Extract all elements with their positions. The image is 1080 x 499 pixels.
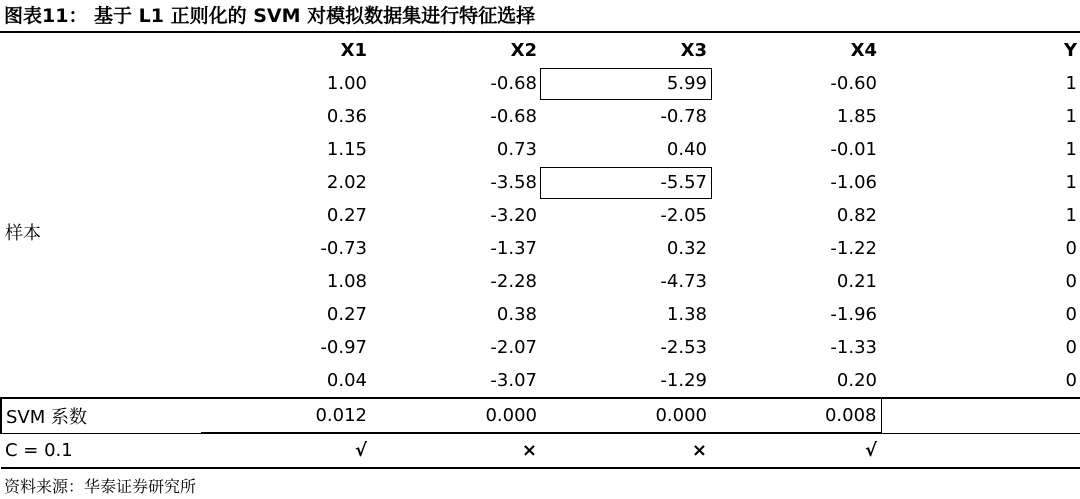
table-cell: 0.27 [326, 304, 367, 325]
svm-coef-x1: 0.012 [201, 398, 371, 433]
c-mark-x4: √ [711, 433, 881, 468]
table-cell: -2.53 [660, 337, 707, 358]
table-cell: 5.99 [666, 73, 707, 94]
table-cell: 1 [1065, 172, 1077, 193]
table-cell: -3.20 [490, 205, 537, 226]
table-cell: -2.05 [660, 205, 707, 226]
table-cell: 0.04 [326, 370, 367, 391]
svm-coef-x3: 0.000 [541, 398, 711, 433]
table-cell: 1 [1065, 106, 1077, 127]
table-cell: 1.85 [836, 106, 877, 127]
table-body [1, 67, 1080, 398]
table-cell: 0.27 [326, 205, 367, 226]
table-cell: -1.37 [490, 238, 537, 259]
table-cell: 0.73 [496, 139, 537, 160]
c-empty [881, 433, 1080, 468]
table-cell: 0.21 [836, 271, 877, 292]
table-cell: 1.00 [326, 73, 367, 94]
table-cell: -1.22 [830, 238, 877, 259]
svm-coef-row [1, 398, 1080, 433]
header-x1: X1 [340, 40, 367, 61]
header-row [1, 34, 1080, 67]
table-cell: 0.40 [666, 139, 707, 160]
table-cell: 1.15 [326, 139, 367, 160]
table-cell: -1.29 [660, 370, 707, 391]
svm-coef-x2: 0.000 [371, 398, 541, 433]
svm-empty [881, 398, 1080, 433]
table-cell: 1.38 [666, 304, 707, 325]
sample-label: 样本 [5, 223, 41, 244]
table-cell: -4.73 [660, 271, 707, 292]
svm-label: SVM 系数 [1, 398, 201, 433]
data-table [0, 34, 1080, 469]
svm-coef-x4: 0.008 [711, 398, 881, 433]
table-cell: -3.07 [490, 370, 537, 391]
table-cell: -1.06 [830, 172, 877, 193]
table-cell: 0 [1065, 337, 1077, 358]
table-cell: 1 [1065, 205, 1077, 226]
table-cell: 0.32 [666, 238, 707, 259]
table-cell: -0.68 [490, 106, 537, 127]
table-cell: -1.33 [830, 337, 877, 358]
table-row [1, 67, 1080, 100]
table-cell: -2.28 [490, 271, 537, 292]
table-cell: -0.01 [830, 139, 877, 160]
table-cell: -0.97 [320, 337, 367, 358]
header-empty [1, 34, 201, 67]
table-cell: 0.20 [836, 370, 877, 391]
table-cell: 2.02 [326, 172, 367, 193]
table-cell: 1.08 [326, 271, 367, 292]
table-cell: -5.57 [660, 172, 707, 193]
figure-title: 图表11： 基于 L1 正则化的 SVM 对模拟数据集进行特征选择 [4, 5, 536, 27]
header-y: Y [1063, 40, 1077, 61]
table-cell: -0.60 [830, 73, 877, 94]
title-rule [0, 31, 1080, 33]
table-cell: 0.82 [836, 205, 877, 226]
table-cell: 0 [1065, 238, 1077, 259]
header-x3: X3 [680, 40, 707, 61]
table-cell: 0.36 [326, 106, 367, 127]
header-x4: X4 [850, 40, 877, 61]
c-mark-x2: × [371, 433, 541, 468]
table-cell: -3.58 [490, 172, 537, 193]
table-cell: 0 [1065, 370, 1077, 391]
table-cell: -1.96 [830, 304, 877, 325]
table-cell: 0 [1065, 271, 1077, 292]
table-cell: 1 [1065, 139, 1077, 160]
c-mark-x3: × [541, 433, 711, 468]
source-note: 资料来源：华泰证券研究所 [4, 477, 197, 496]
table-cell: 0 [1065, 304, 1077, 325]
c-row [1, 433, 1080, 468]
table-cell: 1 [1065, 73, 1077, 94]
c-mark-x1: √ [201, 433, 371, 468]
table-cell: -0.78 [660, 106, 707, 127]
header-x2: X2 [510, 40, 537, 61]
table-cell: -0.73 [320, 238, 367, 259]
table-cell: -2.07 [490, 337, 537, 358]
table-cell: 0.38 [496, 304, 537, 325]
c-label: C = 0.1 [1, 433, 201, 468]
table-cell: -0.68 [490, 73, 537, 94]
